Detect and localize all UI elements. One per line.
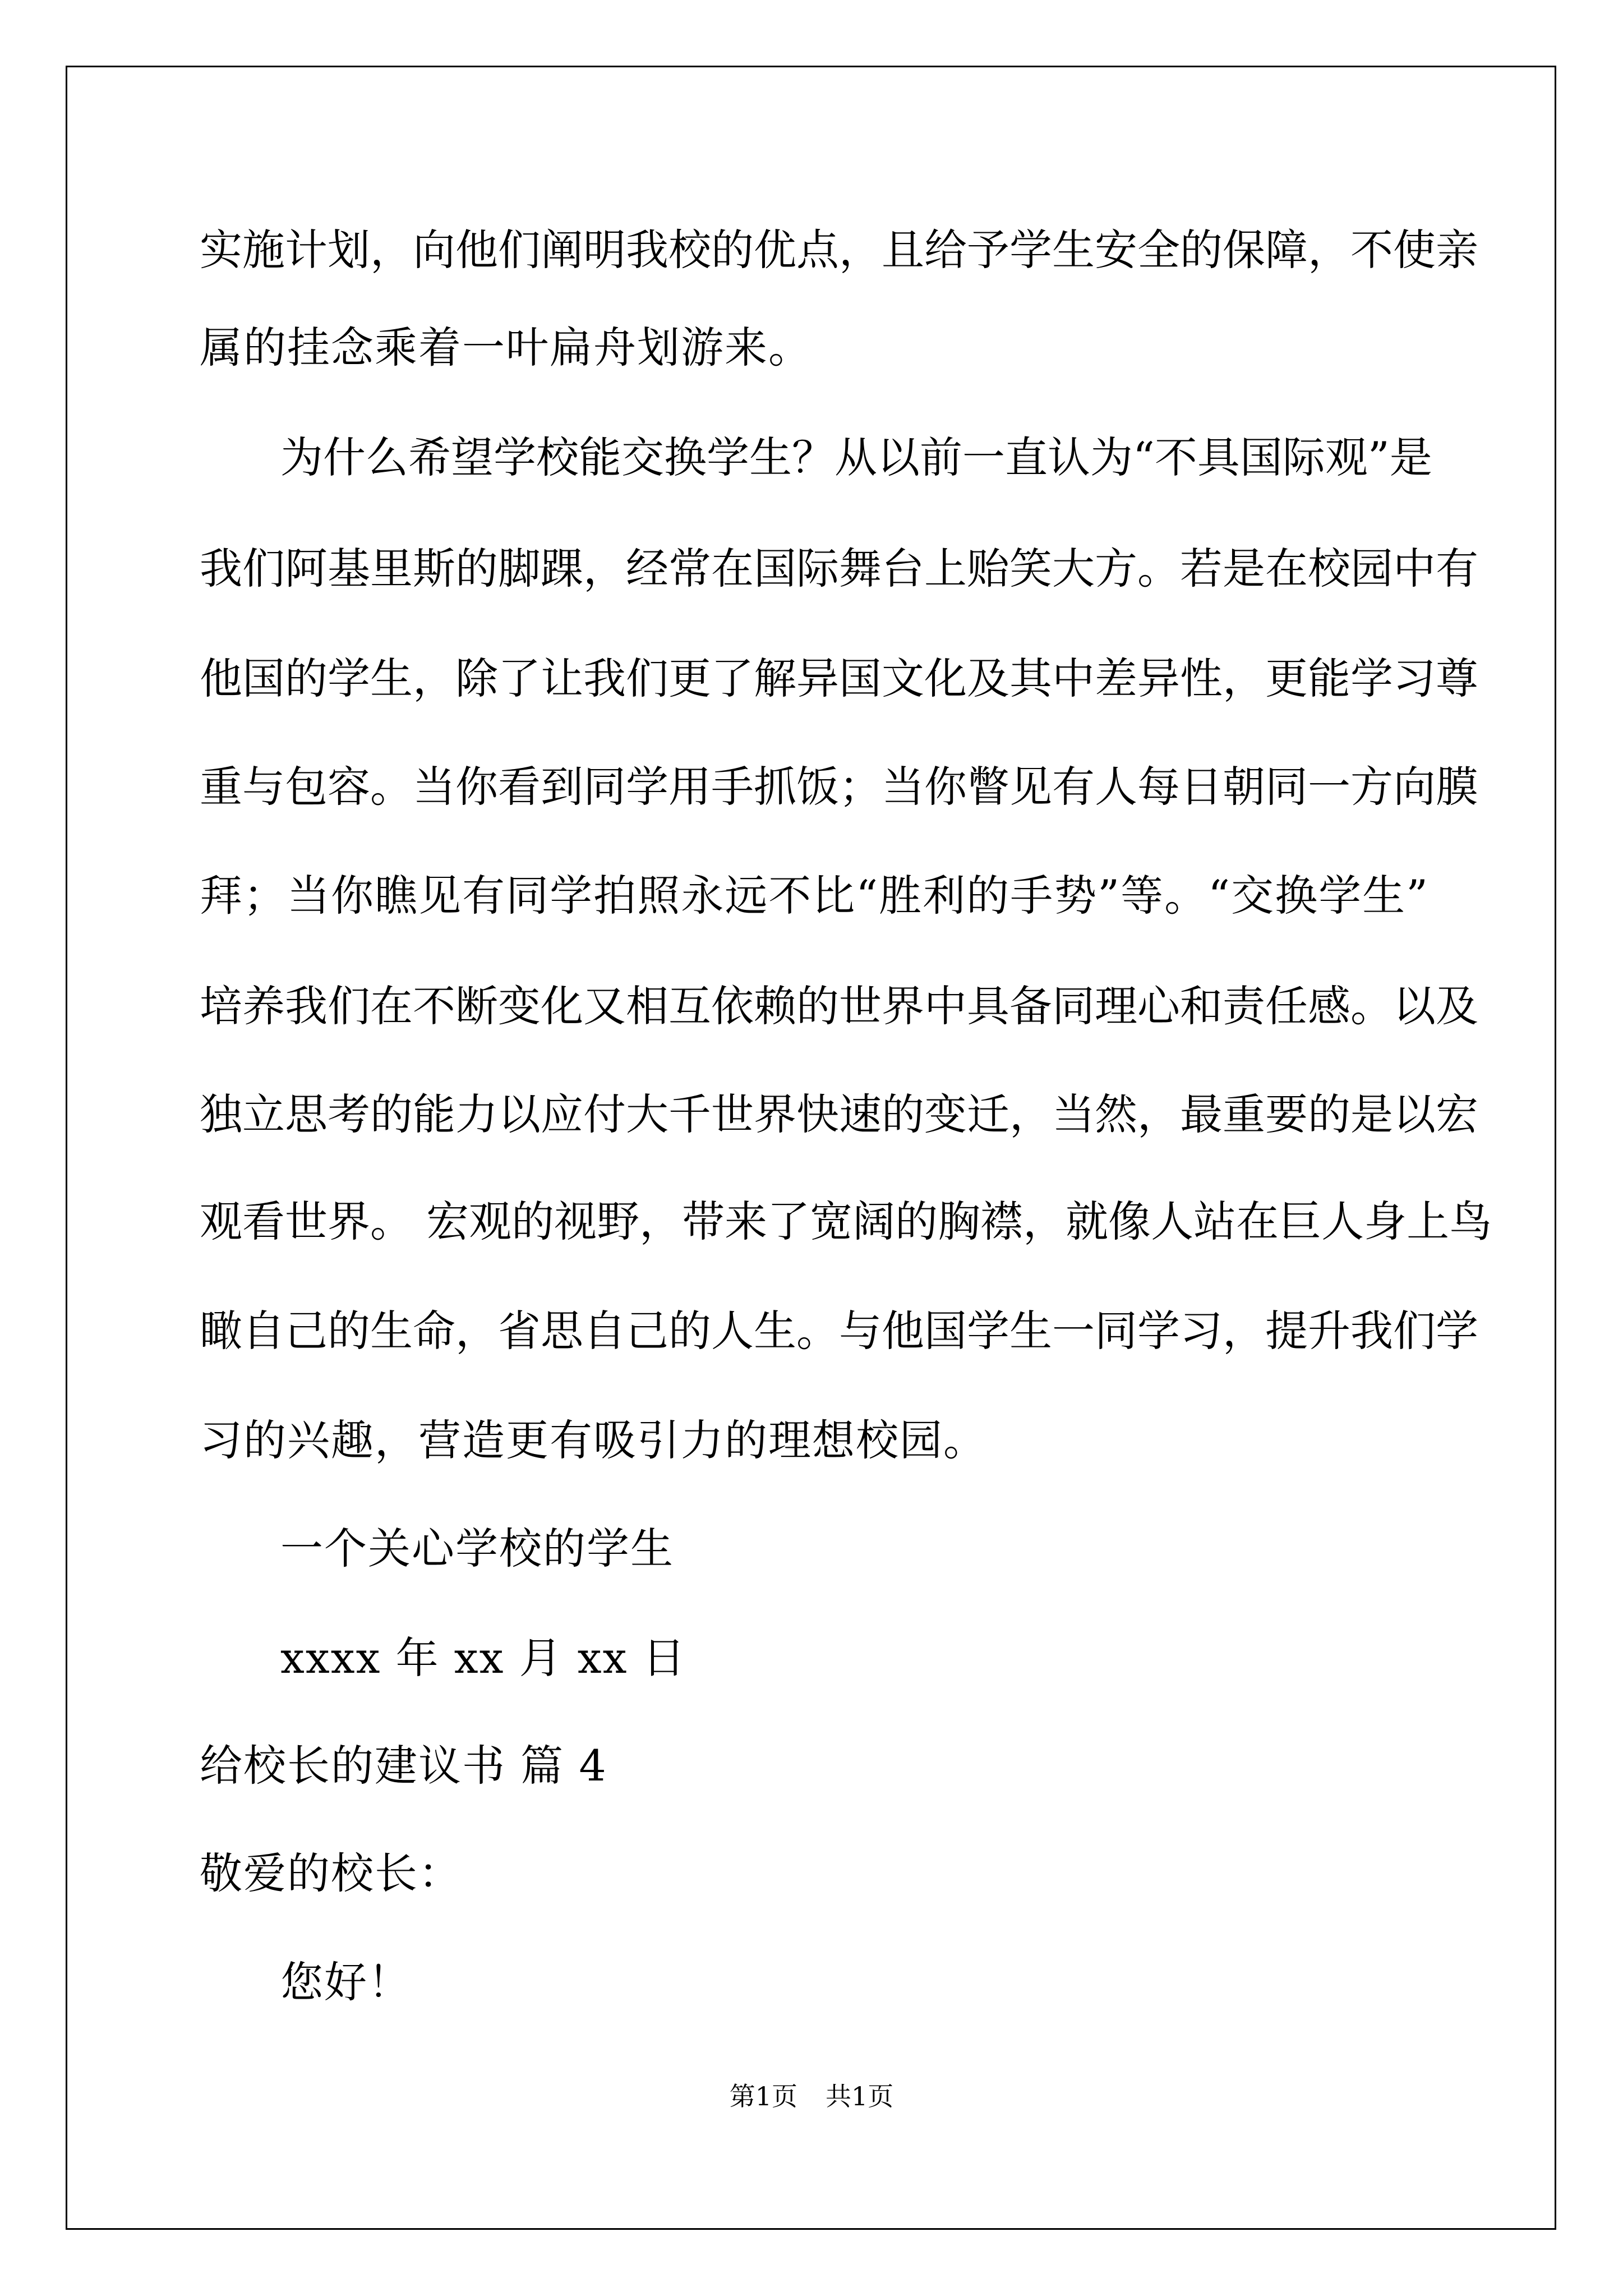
greeting: 您好！	[280, 1957, 412, 2007]
page-footer	[0, 2079, 1623, 2113]
text-line: 瞰自己的生命，省思自己的人生。与他国学生一同学习，提升我们学	[200, 1306, 1478, 1356]
page-number-total: 共1页	[826, 2081, 894, 2111]
text-line: 属的挂念乘着一叶扁舟划游来。	[200, 323, 812, 372]
page-number-current: 第1页	[729, 2081, 797, 2111]
text-line: 重与包容。当你看到同学用手抓饭；当你瞥见有人每日朝同一方向膜	[200, 762, 1478, 812]
text-line: 习的兴趣，营造更有吸引力的理想校园。	[200, 1415, 987, 1465]
salutation: 敬爱的校长：	[200, 1848, 462, 1898]
text-line: 拜；当你瞧见有同学拍照永远不比“胜利的手势”等。“交换学生”	[200, 871, 1428, 921]
signature-line: 一个关心学校的学生	[280, 1524, 674, 1573]
text-line: 培养我们在不断变化又相互依赖的世界中具备同理心和责任感。以及	[200, 981, 1478, 1031]
text-line: 独立思考的能力以应付大千世界快速的变迁，当然，最重要的是以宏	[200, 1089, 1478, 1139]
text-line: 我们阿基里斯的脚踝，经常在国际舞台上贻笑大方。若是在校园中有	[200, 544, 1478, 593]
text-line: 实施计划，向他们阐明我校的优点，且给予学生安全的保障，不使亲	[200, 225, 1478, 275]
date-line: xxxx 年 xx 月 xx 日	[280, 1633, 686, 1683]
section-heading: 给校长的建议书 篇 4	[200, 1741, 607, 1791]
page-border	[66, 66, 1556, 2230]
text-line: 观看世界。 宏观的视野，带来了宽阔的胸襟，就像人站在巨人身上鸟	[200, 1197, 1492, 1246]
text-line: 他国的学生，除了让我们更了解异国文化及其中差异性，更能学习尊	[200, 654, 1478, 703]
text-line: 为什么希望学校能交换学生？从以前一直认为“不具国际观”是	[280, 432, 1432, 482]
